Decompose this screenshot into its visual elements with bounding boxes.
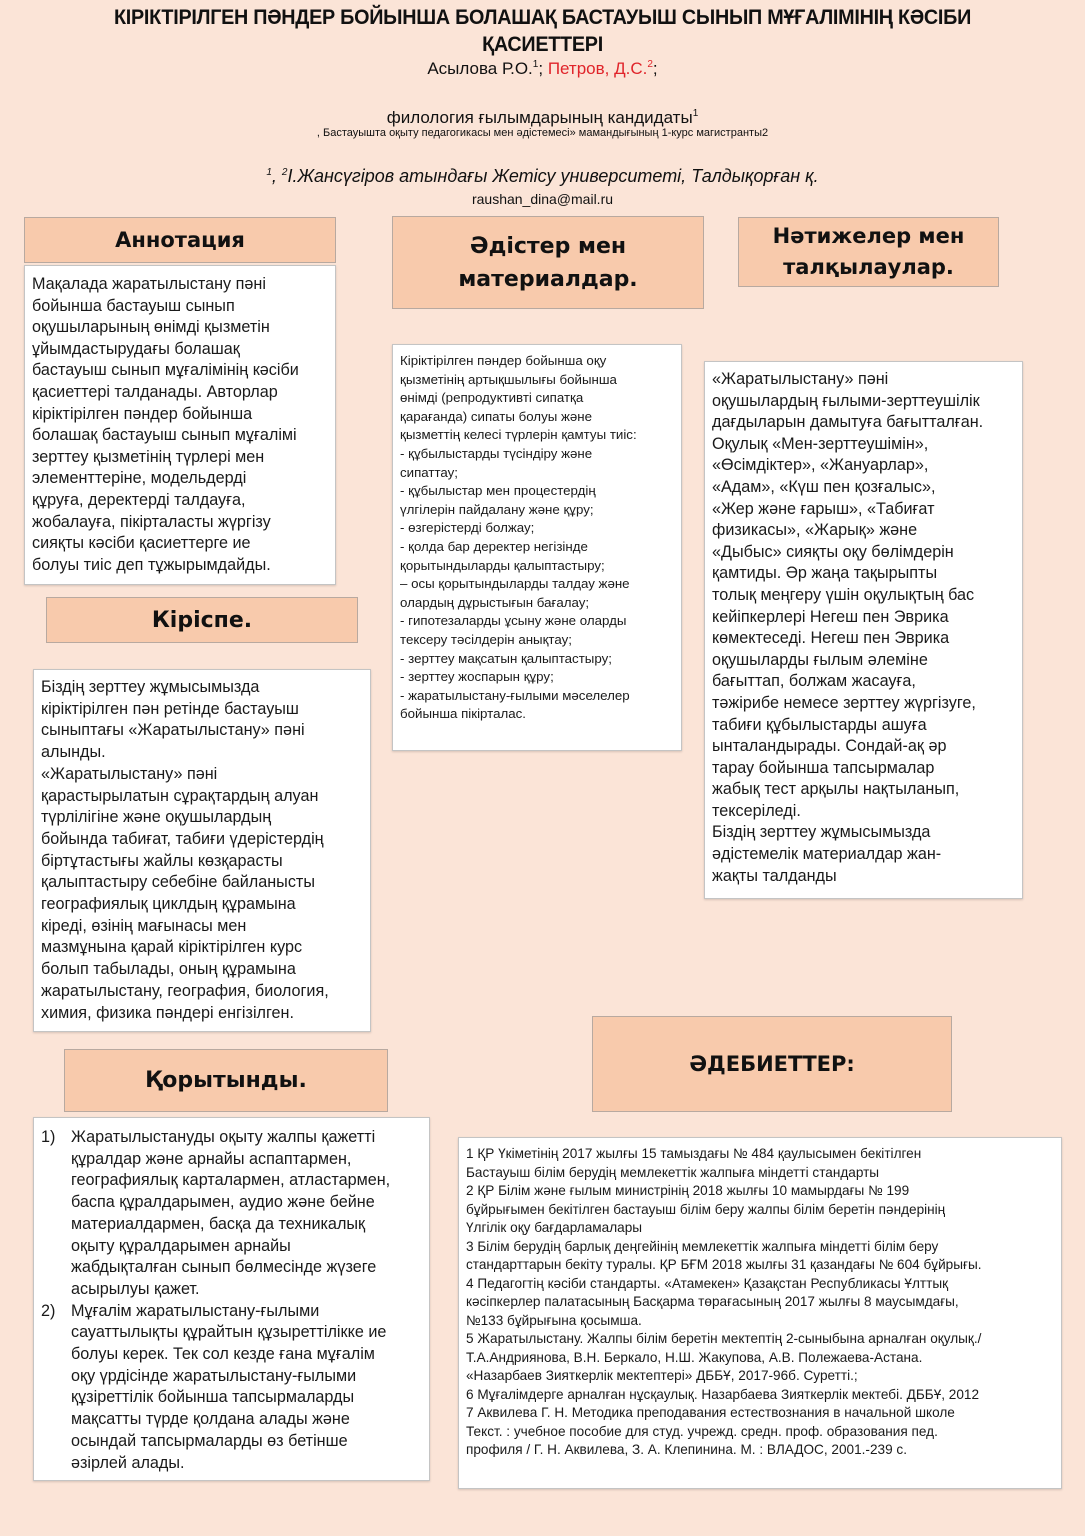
methods-body xyxy=(392,344,682,751)
conclusion-line: құралдар және арнайы аспаптармен, xyxy=(71,1149,352,1168)
results-line: жабық тест арқылы нақтыланып, xyxy=(712,780,960,799)
results-line: ынталандырады. Сондай-ақ әр xyxy=(712,737,947,756)
references-body xyxy=(458,1137,1062,1489)
introduction-line: «Жаратылыстану» пәні xyxy=(41,764,218,783)
methods-line: тексеру тәсілдерін анықтау; xyxy=(400,631,572,647)
reference-line: 7 Аквилева Г. Н. Методика преподавания естествознания в начальной школе xyxy=(466,1405,955,1420)
author-program: , Бастауышта оқыту педагогикасы мен әдістемесі» мамандығының 1-курс магистранты2 xyxy=(316,127,769,139)
reference-line: 6 Мұғалімдерге арналған нұсқаулық. Назарбаева Зияткерлік мектебі. ДББҰ, 2012 xyxy=(466,1386,980,1402)
conclusion-line: географиялық карталармен, атластармен, xyxy=(71,1171,391,1190)
conclusion-item xyxy=(41,1301,429,1475)
conclusion-line: сауаттылықты құрайтын құзыреттілікке ие xyxy=(71,1323,387,1342)
introduction-line: химия, физика пәндері енгізілген. xyxy=(41,1003,294,1022)
reference-line: «Назарбаев Зияткерлік мектептері» ДББҰ, 2017-96б. Суретті.; xyxy=(466,1368,858,1383)
results-heading-line-1: Нәтижелер мен xyxy=(772,224,965,248)
conclusion-line: осындай тапсырмаларды өз бетінше xyxy=(71,1431,348,1450)
conclusion-heading-text: Қорытынды. xyxy=(145,1068,307,1093)
results-line: оқушылардың ғылыми-зерттеушілік xyxy=(712,391,980,410)
methods-line: - зерттеу мақсатын қалыптастыру; xyxy=(400,650,612,666)
methods-heading-line-1: Әдістер мен xyxy=(469,233,627,259)
results-line: физикасы», «Жарық» және xyxy=(712,521,918,540)
methods-line: қызметтің келесі түрлерін қамтуы тиіс: xyxy=(400,427,637,443)
results-line: дағдыларын дамытуға бағытталған. xyxy=(712,413,984,432)
results-line: тексеріледі. xyxy=(712,801,801,820)
annotation-line: бойынша бастауыш сынып xyxy=(32,296,235,315)
results-line: «Адам», «Күш пен қозғалыс», xyxy=(712,477,936,496)
introduction-line: Біздің зерттеу жұмысымызда xyxy=(41,678,260,696)
poster-title xyxy=(43,4,1041,58)
introduction-line: түрлілігіне және оқушылардың xyxy=(41,808,272,827)
reference-line: 4 Педагогтің кәсіби стандарты. «Атамекен» Қазақстан Республикасы Ұлттық xyxy=(466,1275,949,1291)
affiliation xyxy=(0,166,1085,187)
degree-text: филология ғылымдарының кандидаты xyxy=(386,108,693,127)
results-line: Біздің зерттеу жұмысымызда xyxy=(712,823,931,842)
results-line: көмектеседі. Негеш пен Эврика xyxy=(712,629,950,648)
reference-line: Үлгілік оқу бағдарламалары xyxy=(466,1220,643,1235)
conclusion-item-number: 2) xyxy=(41,1301,56,1320)
conclusion-line: материалдармен, басқа да техникалық xyxy=(71,1214,366,1233)
introduction-line: кіріктірілген пән ретінде бастауыш xyxy=(41,699,299,718)
results-line: «Дыбыс» сияқты оқу бөлімдерін xyxy=(712,542,954,561)
affil-comma: , xyxy=(271,166,282,186)
affil-sup-2: 2 xyxy=(281,167,288,178)
author-degree xyxy=(0,108,1085,128)
annotation-heading-text: Аннотация xyxy=(115,228,245,252)
reference-line: профиля / Г. Н. Аквилева, З. А. Клепинина. М. : ВЛАДОС, 2001.-239 с. xyxy=(466,1442,907,1457)
results-line: жақты талданды xyxy=(712,866,837,885)
references-heading-text: ӘДЕБИЕТТЕР: xyxy=(689,1052,855,1076)
reference-line: 3 Білім берудің барлық деңгейінің мемлекеттік жалпыға міндетті білім беру xyxy=(466,1238,939,1254)
conclusion-item xyxy=(41,1127,429,1301)
results-line: тәжірибе немесе зерттеу жүргізуге, xyxy=(712,693,976,712)
degree-sup: 1 xyxy=(692,108,699,119)
methods-line: қорытындыларды қалыптастыру; xyxy=(400,557,605,573)
introduction-line: мазмұнына қарай кіріктірілген курс xyxy=(41,938,303,957)
introduction-line: болып табылады, оның құрамына xyxy=(41,960,296,979)
annotation-line: болашақ бастауыш сынып мұғалімі xyxy=(32,426,297,445)
author-1: Асылова Р.О. xyxy=(427,59,533,78)
conclusion-line: асырылуы қажет. xyxy=(71,1279,200,1298)
results-body xyxy=(704,361,1023,899)
reference-line: 5 Жаратылыстану. Жалпы білім беретін мектептің 2-сыныбына арналған оқулық./ xyxy=(466,1331,982,1346)
author-2-sup: 2 xyxy=(647,59,653,70)
methods-line: сипаттау; xyxy=(400,464,458,480)
methods-line: үлгілерін пайдалану және құру; xyxy=(400,501,594,517)
authors xyxy=(0,59,1085,79)
reference-line: 1 ҚР Үкіметінің 2017 жылғы 15 тамыздағы № 484 қаулысымен бекітілген xyxy=(466,1146,922,1161)
introduction-line: алынды. xyxy=(41,743,106,762)
conclusion-item-text xyxy=(71,1127,390,1301)
annotation-line: құруға, деректерді талдауға, xyxy=(32,490,246,509)
methods-line: өнімді (репродуктивті сипатқа xyxy=(400,390,584,406)
annotation-line: болуы тиіс деп тұжырымдайды. xyxy=(32,555,271,574)
annotation-line: элементтеріне, модельдерді xyxy=(32,469,247,488)
results-line: Оқулық «Мен-зерттеушімін», xyxy=(712,434,929,453)
conclusion-line: баспа құралдарымен, аудио және бейне xyxy=(71,1193,375,1212)
affil-sup-1: 1 xyxy=(266,167,272,178)
methods-line: олардың дұрыстығын бағалау; xyxy=(400,594,590,610)
methods-line: - құбылыстар мен процестердің xyxy=(400,483,596,499)
introduction-line: қалыптастыру себебіне байланысты xyxy=(41,873,315,892)
reference-line: Т.А.Андриянова, В.Н. Беркало, Н.Ш. Жакупова, А.В. Полежаева-Астана. xyxy=(466,1349,923,1365)
conclusion-line: оқыту құралдарымен арнайы xyxy=(71,1236,291,1255)
conclusion-line: Мұғалім жаратылыстану-ғылыми xyxy=(71,1301,320,1320)
references-heading xyxy=(592,1016,952,1112)
methods-line: - жаратылыстану-ғылыми мәселелер xyxy=(400,687,630,703)
results-line: «Жер және ғарыш», «Табиғат xyxy=(712,499,935,518)
annotation-heading xyxy=(24,217,336,263)
annotation-line: зерттеу қызметінің түрлері мен xyxy=(32,447,265,466)
results-line: оқушыларды ғылым әлеміне xyxy=(712,650,928,669)
results-line: толық меңгеру үшін оқулықтың бас xyxy=(712,585,975,604)
reference-line: кәсіпкерлер палатасының Басқарма төрағасының 2017 жылғы 8 маусымдағы, xyxy=(466,1294,959,1309)
conclusion-item-number: 1) xyxy=(41,1128,56,1146)
annotation-body xyxy=(24,265,336,585)
annotation-line: бастауыш сынып мұғалімінің кәсіби xyxy=(32,361,299,380)
results-line: әдістемелік материалдар жан- xyxy=(712,845,942,864)
reference-line: Бастауыш білім берудің мемлекеттік жалпыға міндетті стандарты xyxy=(466,1164,880,1180)
annotation-line: кіріктірілген пәндер бойынша xyxy=(32,404,253,423)
methods-line: қарағанда) сипаты болуы және xyxy=(400,408,592,424)
results-heading xyxy=(738,217,999,287)
annotation-line: сияқты кәсіби қасиеттерге ие xyxy=(32,534,251,553)
annotation-line: ұйымдастырудағы болашақ xyxy=(32,339,240,358)
conclusion-line: Жаратылыстануды оқыту жалпы қажетті xyxy=(71,1128,376,1146)
author-1-sup: 1 xyxy=(532,59,539,70)
methods-line: Кіріктірілген пәндер бойынша оқу xyxy=(400,353,607,368)
methods-line: - өзгерістерді болжау; xyxy=(400,520,535,536)
introduction-line: біртұтастығы жайлы көзқарасты xyxy=(41,851,283,870)
reference-line: 2 ҚР Білім және ғылым министрінің 2018 жылғы 10 мамырдағы № 199 xyxy=(466,1183,910,1198)
title-line-2: ҚАСИЕТТЕРІ xyxy=(482,32,603,56)
results-line: қамтиды. Әр жаңа тақырыпты xyxy=(712,564,938,583)
conclusion-line: болуы керек. Тек сол кезде ғана мұғалім xyxy=(71,1345,375,1364)
introduction-line: жаратылыстану, география, биология, xyxy=(41,981,329,1000)
results-line: табиғи құбылыстарды ашуға xyxy=(712,715,927,734)
methods-heading-line-2: материалдар. xyxy=(458,266,638,292)
conclusion-body xyxy=(33,1117,430,1481)
methods-line: - зерттеу жоспарын құру; xyxy=(400,669,554,685)
results-heading-line-2: талқылаулар. xyxy=(783,255,954,279)
results-line: тарау бойынша тапсырмалар xyxy=(712,758,935,777)
conclusion-item-text xyxy=(71,1301,386,1475)
author-2: Петров, Д.С. xyxy=(547,59,648,78)
methods-line: - қолда бар деректер негізінде xyxy=(400,538,588,554)
methods-line: қызметінің артықшылығы бойынша xyxy=(400,371,617,387)
introduction-line: сыныптағы «Жаратылыстану» пәні xyxy=(41,721,305,740)
methods-line: – осы қорытындыларды талдау және xyxy=(400,576,630,592)
conclusion-line: жабдықталған сынып бөлмесінде жүзеге xyxy=(71,1258,377,1277)
title-line-1: КІРІКТІРІЛГЕН ПӘНДЕР БОЙЫНША БОЛАШАҚ БАСТАУЫШ СЫНЫП МҰҒАЛІМІНІҢ КӘСІБИ xyxy=(113,5,972,29)
annotation-line: Мақалада жаратылыстану пәні xyxy=(32,275,266,293)
introduction-line: кіреді, өзінің мағынасы мен xyxy=(41,916,247,935)
annotation-line: жобалауға, пікірталасты жүргізу xyxy=(32,512,271,531)
results-line: «Жаратылыстану» пәні xyxy=(712,370,889,388)
methods-line: - гипотезаларды ұсыну және оларды xyxy=(400,613,627,629)
introduction-heading xyxy=(46,597,358,643)
reference-line: Текст. : учебное пособие для студ. учрежд. средн. проф. образования пед. xyxy=(466,1423,938,1439)
conclusion-heading xyxy=(64,1049,388,1112)
author-separator: ; xyxy=(652,59,658,78)
affiliation-text: І.Жансүгіров атындағы Жетісу университеті, Талдықорған қ. xyxy=(287,166,819,186)
introduction-heading-text: Кіріспе. xyxy=(151,607,253,633)
methods-line: бойынша пікірталас. xyxy=(400,706,526,722)
conclusion-line: мақсатты түрде қолдана алады және xyxy=(71,1410,350,1429)
contact-email[interactable]: raushan_dina@mail.ru xyxy=(471,191,614,207)
reference-line: бұйрығымен бекітілген бастауыш білім беру жалпы білім беретін пәндерінің xyxy=(466,1201,946,1217)
methods-heading xyxy=(392,216,704,309)
results-line: бағыттап, болжам жасауға, xyxy=(712,672,916,691)
author-separator: ; xyxy=(538,59,544,78)
methods-line: - құбылыстарды түсіндіру және xyxy=(400,445,593,461)
reference-line: стандарттарын бекіту туралы. ҚР БҒМ 2018 жылғы 31 қазандағы № 604 бұйрығы. xyxy=(466,1257,982,1272)
conclusion-line: құзіреттілік бойынша тапсырмаларды xyxy=(71,1388,355,1407)
conclusion-line: әзірлей алады. xyxy=(71,1453,185,1472)
introduction-line: қарастырылатын сұрақтардың алуан xyxy=(41,786,319,805)
reference-line: №133 бұйрығына қосымша. xyxy=(466,1312,642,1328)
annotation-line: оқушыларының өнімді қызметін xyxy=(32,318,270,337)
annotation-line: қасиеттері талданады. Авторлар xyxy=(32,382,278,401)
results-line: кейіпкерлері Негеш пен Эврика xyxy=(712,607,949,626)
conclusion-line: оқу үрдісінде жаратылыстану-ғылыми xyxy=(71,1366,357,1385)
introduction-line: бойында табиғат, табиғи үдерістердің xyxy=(41,829,324,848)
results-line: «Өсімдіктер», «Жануарлар», xyxy=(712,456,929,475)
introduction-line: географиялық циклдың құрамына xyxy=(41,895,296,914)
introduction-body xyxy=(33,669,371,1032)
